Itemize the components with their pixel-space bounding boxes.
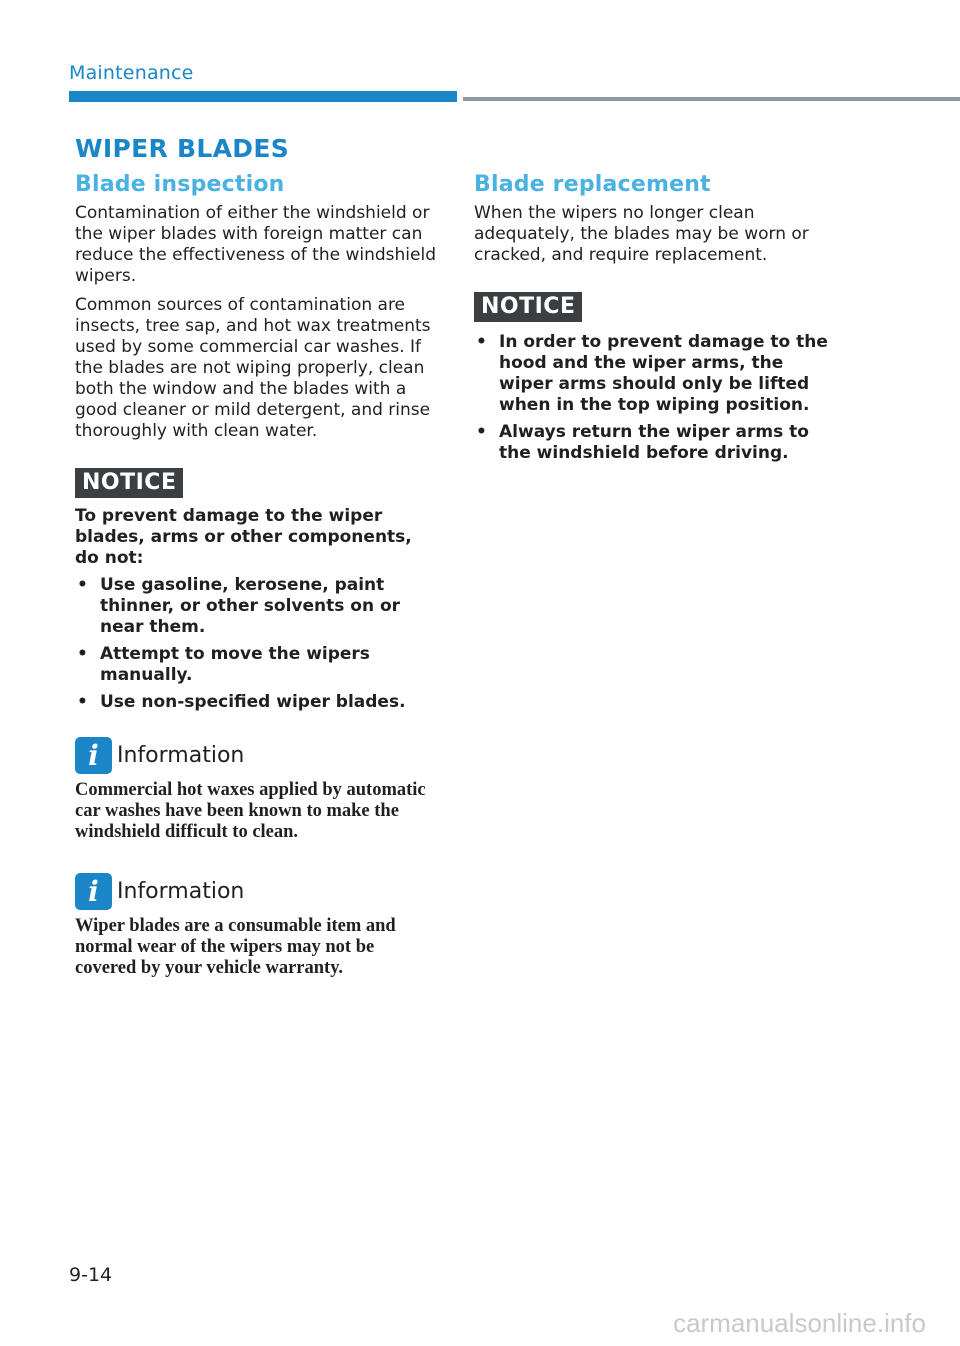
list-item-text: Use non-specified wiper blades.	[100, 692, 406, 712]
list-item-text: Attempt to move the wipers manually.	[100, 644, 370, 685]
bullet-icon: •	[476, 422, 487, 442]
list-item	[75, 575, 440, 638]
section-header: Maintenance	[69, 62, 194, 84]
list-item-text: Always return the wiper arms to the windshield before driving.	[499, 422, 809, 463]
information-title: Information	[117, 743, 245, 768]
notice-tag: NOTICE	[75, 468, 183, 498]
bullet-icon: •	[77, 575, 88, 595]
information-text: Commercial hot waxes applied by automatic car washes have been known to make the windshield difficult to clean.	[75, 780, 426, 842]
information-title: Information	[117, 879, 245, 904]
list-item-text: Use gasoline, kerosene, paint thinner, or other solvents on or near them.	[100, 575, 401, 637]
notice-block	[75, 468, 440, 713]
blade-replacement-heading: Blade replacement	[474, 172, 711, 197]
list-item	[474, 332, 839, 416]
header-rule-gray	[463, 97, 960, 101]
left-column	[75, 172, 440, 979]
notice-list	[75, 575, 440, 713]
bullet-icon: •	[476, 332, 487, 352]
information-text: Wiper blades are a consumable item and normal wear of the wipers may not be covered by your vehicle warranty.	[75, 916, 396, 978]
information-block	[75, 737, 440, 843]
list-item-text: In order to prevent damage to the hood and the wiper arms, the wiper arms should only be lifted when in the top wiping position.	[499, 332, 828, 415]
list-item	[474, 422, 839, 464]
blade-inspection-heading: Blade inspection	[75, 172, 285, 197]
page-number: 9-14	[69, 1264, 113, 1286]
paragraph: Contamination of either the windshield or the wiper blades with foreign matter can reduce the effectiveness of the windshield wipers.	[75, 203, 437, 286]
bullet-icon: •	[77, 644, 88, 664]
list-item	[75, 644, 440, 686]
information-icon: i	[75, 873, 112, 910]
notice-tag: NOTICE	[474, 292, 582, 322]
information-icon: i	[75, 737, 112, 774]
watermark: carmanualsonline.info	[673, 1308, 926, 1338]
paragraph: When the wipers no longer clean adequately, the blades may be worn or cracked, and require replacement.	[474, 203, 809, 265]
notice-block	[474, 292, 839, 464]
notice-list	[474, 332, 839, 464]
list-item	[75, 692, 440, 713]
header-rule-accent	[69, 91, 457, 102]
paragraph: Common sources of contamination are insects, tree sap, and hot wax treatments used by some commercial car washes. If the blades are not wiping properly, clean both the window and the blades with a good cleaner or mild detergent, and rinse thoroughly with clean water.	[75, 295, 431, 441]
right-column	[474, 172, 839, 470]
page-title: WIPER BLADES	[75, 134, 290, 163]
information-block	[75, 873, 440, 979]
notice-lead: To prevent damage to the wiper blades, arms or other components, do not:	[75, 506, 412, 568]
bullet-icon: •	[77, 692, 88, 712]
